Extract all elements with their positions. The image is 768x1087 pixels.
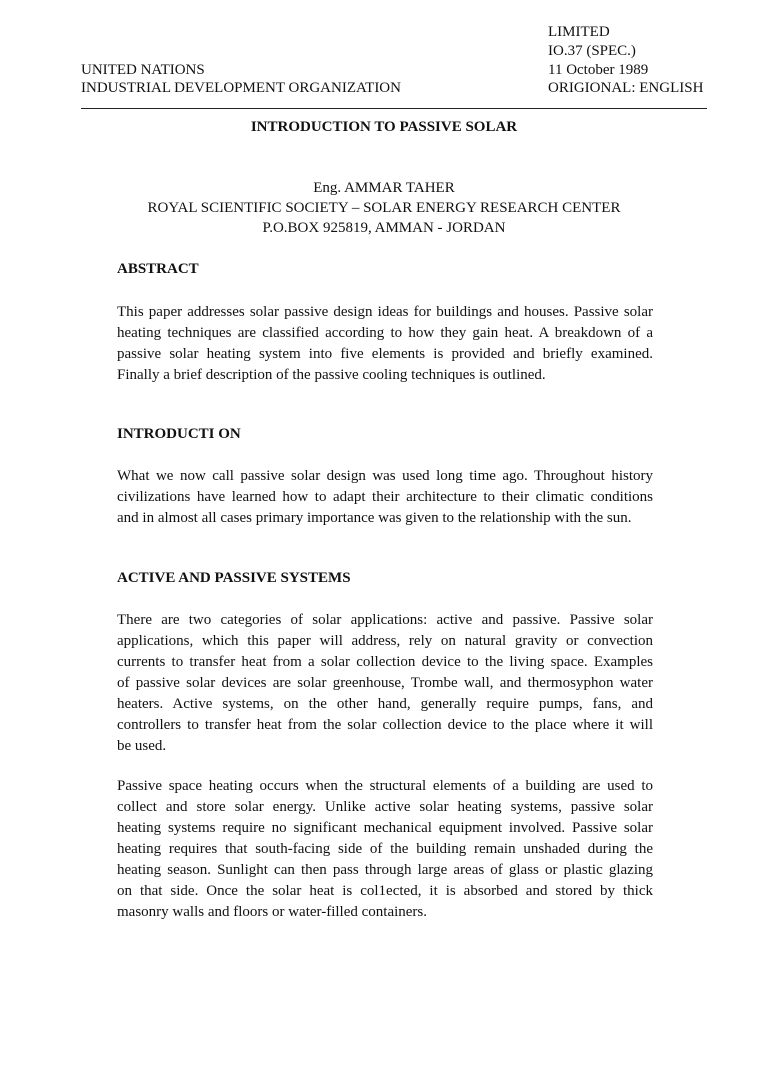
header-document-number: IO.37 (SPEC.)	[548, 43, 636, 59]
paragraph-line: heating season. Sunlight can then pass through large areas of glass or plastic glazing	[117, 862, 653, 878]
author-address: P.O.BOX 925819, AMMAN - JORDAN	[262, 220, 506, 236]
paragraph-line: What we now call passive solar design was used long time ago. Throughout history	[117, 468, 653, 484]
paragraph-line: applications, which this paper will address, rely on natural gravity or convection	[117, 633, 653, 649]
header-organization-line1: UNITED NATIONS	[81, 62, 205, 78]
header-divider	[81, 108, 707, 109]
introduction-paragraph	[117, 466, 653, 529]
paragraph-line: civilizations have learned how to adapt their architecture to their climatic conditions	[117, 489, 653, 505]
paragraph-line: Passive space heating occurs when the structural elements of a building are used to	[117, 778, 653, 794]
author-affiliation: ROYAL SCIENTIFIC SOCIETY – SOLAR ENERGY RESEARCH CENTER	[147, 200, 621, 216]
paragraph-line: heaters. Active systems, on the other hand, generally require pumps, fans, and	[117, 696, 653, 712]
abstract-paragraph	[117, 302, 653, 386]
section-heading-abstract: ABSTRACT	[117, 261, 199, 277]
paragraph-line: heating systems require no significant mechanical equipment involved. Passive solar	[117, 820, 653, 836]
paragraph-line: be used.	[117, 738, 167, 754]
paragraph-line: collect and store solar energy. Unlike active solar heating systems, passive solar	[117, 799, 653, 815]
paragraph-line: currents to transfer heat from a solar collection device to the living space. Examples	[117, 654, 653, 670]
paragraph-line: There are two categories of solar applications: active and passive. Passive solar	[117, 612, 653, 628]
author-name: Eng. AMMAR TAHER	[313, 180, 455, 196]
section-heading-active-passive: ACTIVE AND PASSIVE SYSTEMS	[117, 570, 351, 586]
paragraph-line: passive solar heating system into five elements is provided and briefly examined.	[117, 346, 653, 362]
paragraph-line: and in almost all cases primary importance was given to the relationship with the sun.	[117, 510, 632, 526]
header-date: 11 October 1989	[548, 62, 649, 78]
paragraph-line: on that side. Once the solar heat is col1ected, it is absorbed and stored by thick	[117, 883, 653, 899]
paragraph-line: masonry walls and floors or water-filled containers.	[117, 904, 428, 920]
header-organization-line2: INDUSTRIAL DEVELOPMENT ORGANIZATION	[81, 80, 401, 96]
active-passive-paragraph-2	[117, 776, 653, 923]
active-passive-paragraph-1	[117, 610, 653, 757]
document-title: INTRODUCTION TO PASSIVE SOLAR	[250, 119, 518, 135]
paragraph-line: of passive solar devices are solar greenhouse, Trombe wall, and thermosyphon water	[117, 675, 653, 691]
paragraph-line: heating requires that south-facing side of the building remain unshaded during the	[117, 841, 653, 857]
paragraph-line: heating techniques are classified according to how they gain heat. A breakdown of a	[117, 325, 653, 341]
header-language: ORIGIONAL: ENGLISH	[548, 80, 704, 96]
header-limited: LIMITED	[548, 24, 610, 40]
paragraph-line: controllers to transfer heat from the solar collection device to the place where it will	[117, 717, 653, 733]
paragraph-line: This paper addresses solar passive design ideas for buildings and houses. Passive solar	[117, 304, 653, 320]
paragraph-line: Finally a brief description of the passive cooling techniques is outlined.	[117, 367, 546, 383]
section-heading-introduction: INTRODUCTI ON	[117, 426, 241, 442]
